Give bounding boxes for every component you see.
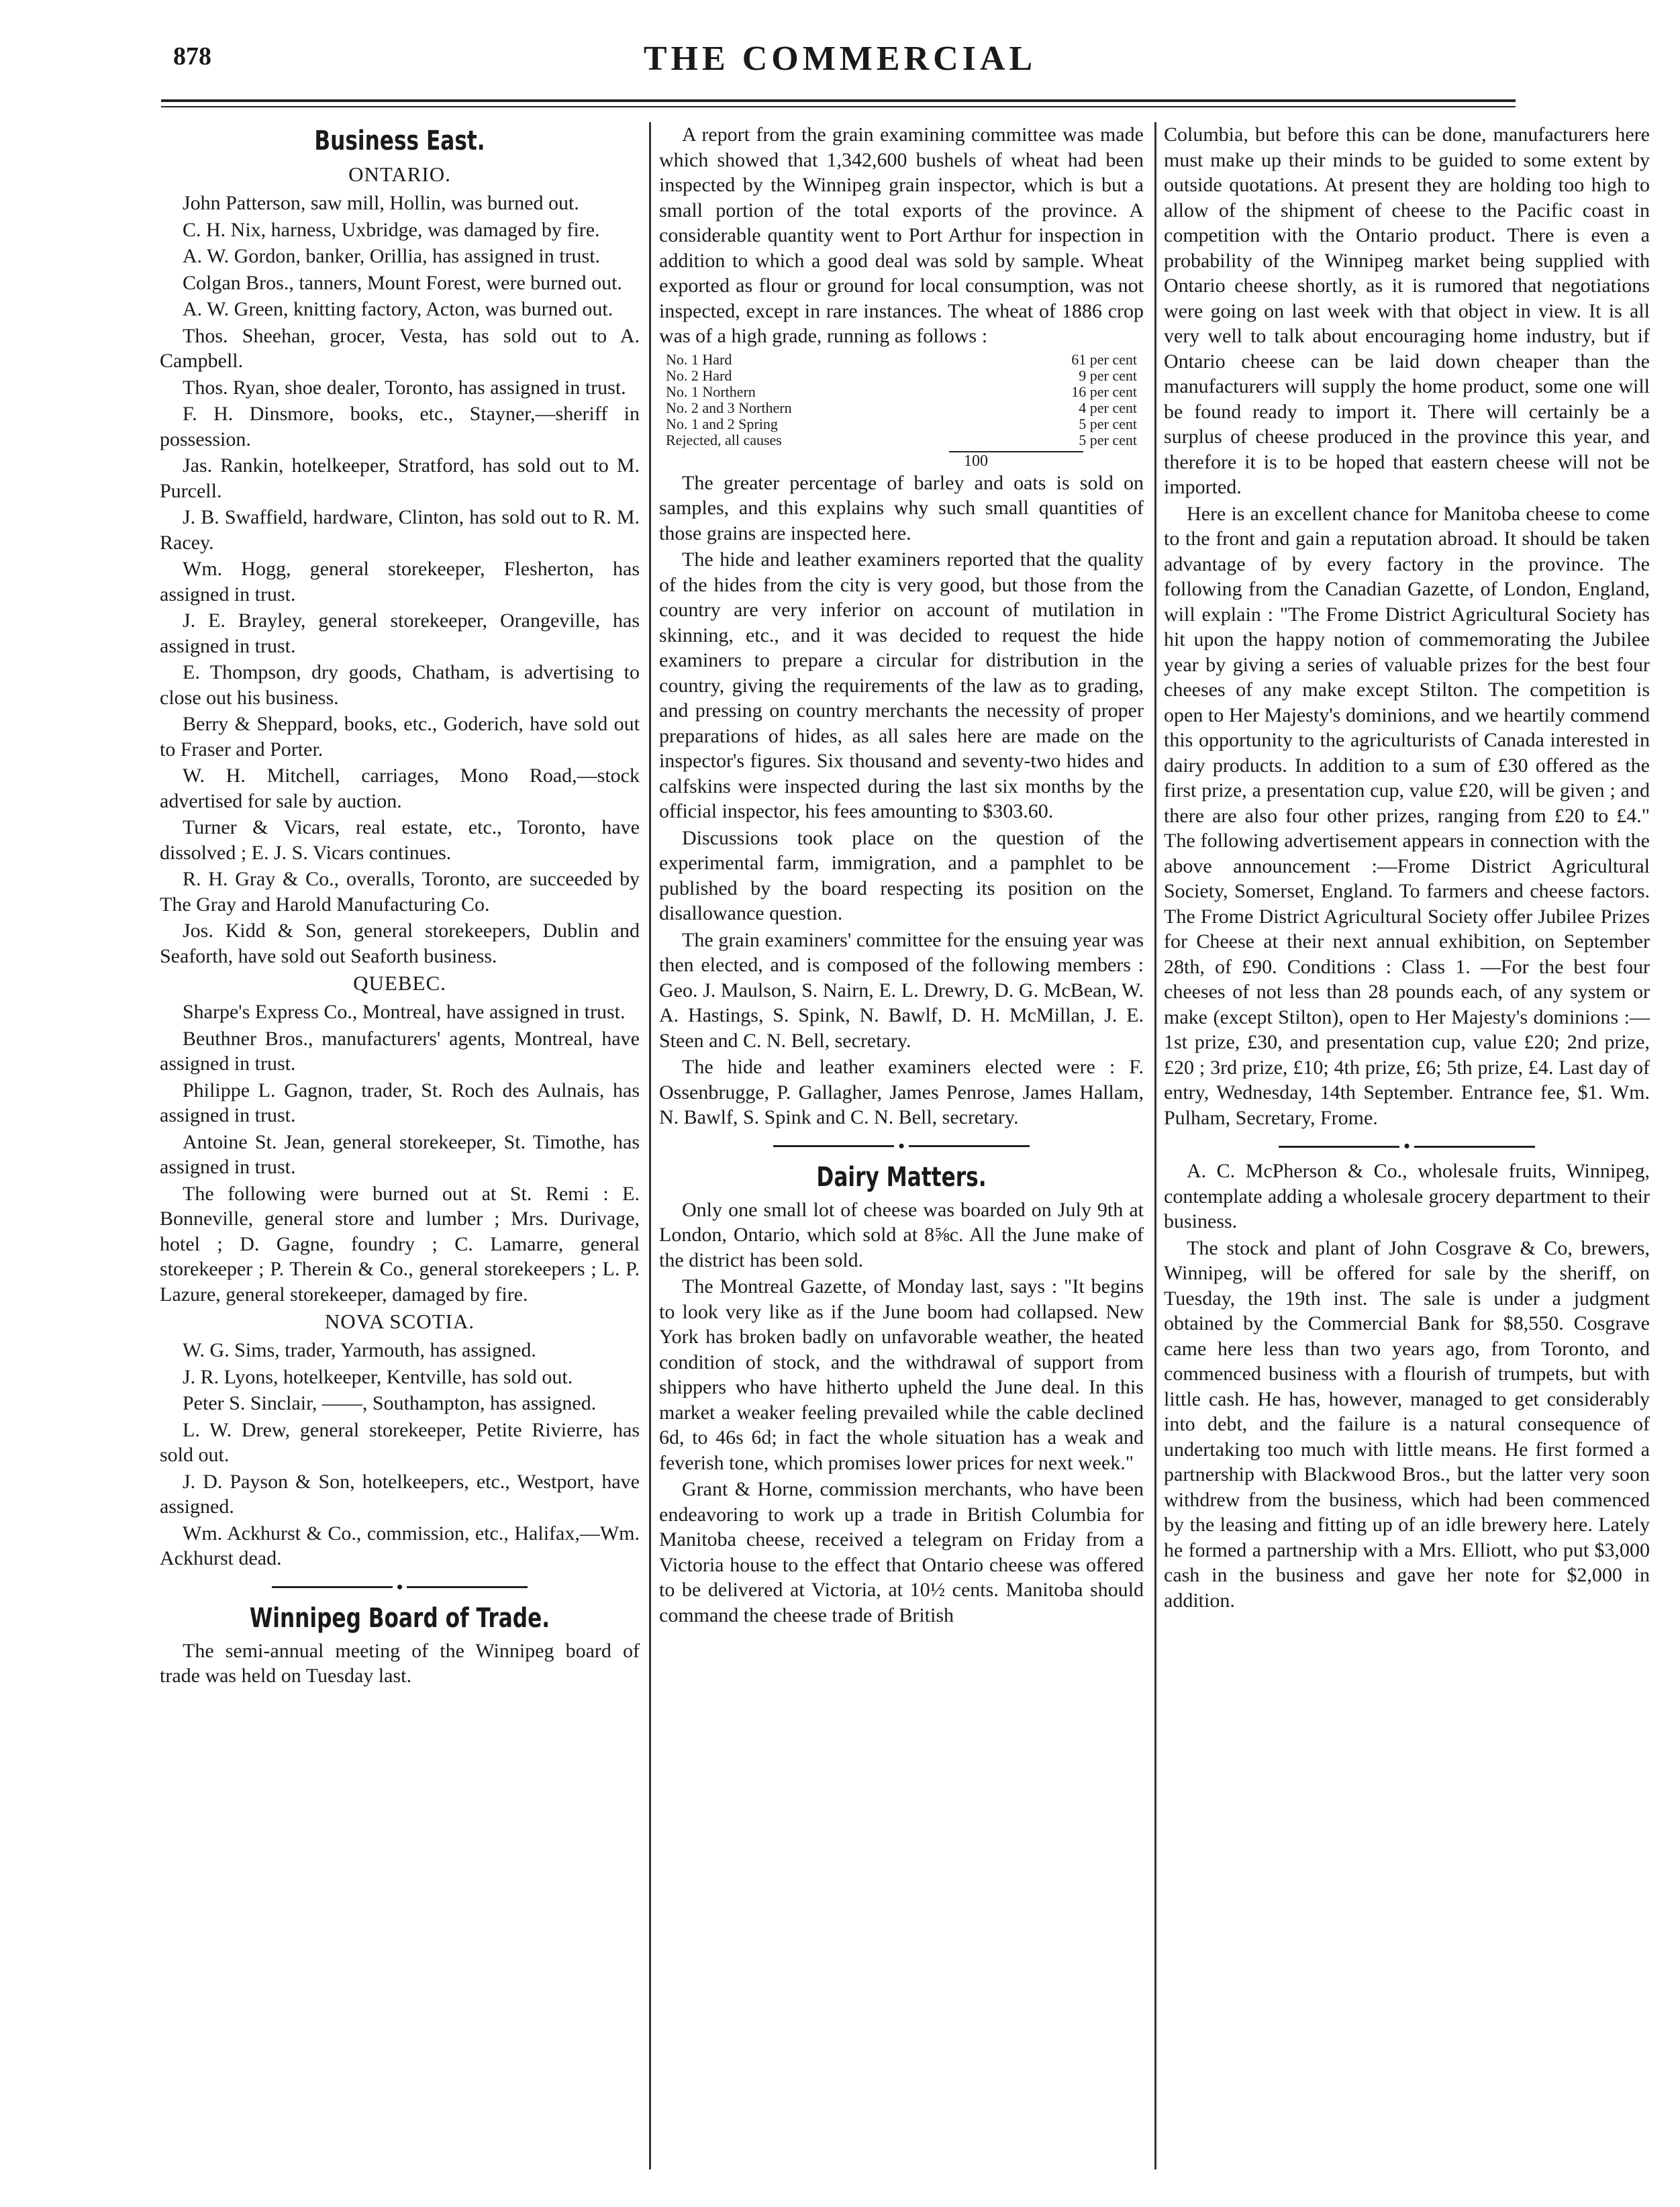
discussions-paragraph: Discussions took place on the question of the experimental farm, immigration, and a pamphlet to be published by the board respecting its position on the disallowance question.: [659, 826, 1144, 924]
wheat-grade-percent: 61 per cent: [1071, 350, 1137, 368]
nova-scotia-list: [160, 1338, 640, 1571]
columbia-continued-paragraph: Columbia, but before this can be done, manufacturers here must make up their minds to be guided to some extent by outside quotations. At present they are holding too high to allow of the shipment of cheese to the Pacific coast in competition with the Ontario product. There is even a probability of the Winnipeg market being supplied with Ontario cheese shortly, as it is rumored that negotiations were going on last week with that object in view. It is all very well to talk about encouraging home industry, but if Ontario cheese can be laid down cheaper than the manufacturers will supply the home product, some one will be found ready to import it. There will certainly be a surplus of cheese produced in the province this year, and therefore it is to be hoped that eastern cheese will not be imported.: [1164, 124, 1650, 498]
cheese-lot-paragraph: Only one small lot of cheese was boarded on July 9th at London, Ontario, which sold at 8⅝c. All the June make of the district has been sold.: [659, 1198, 1144, 1271]
section-separator: •: [659, 1132, 1144, 1159]
notice-item: R. H. Gray & Co., overalls, Toronto, are succeeded by The Gray and Harold Manufacturing Co.: [160, 868, 640, 916]
notice-item: J. D. Payson & Son, hotelkeepers, etc., Westport, have assigned.: [160, 1470, 640, 1518]
notice-item: Wm. Hogg, general storekeeper, Flesherton, has assigned in trust.: [160, 558, 640, 605]
notice-item: Berry & Sheppard, books, etc., Goderich, have sold out to Fraser and Porter.: [160, 713, 640, 761]
notice-item: W. H. Mitchell, carriages, Mono Road,—stock advertised for sale by auction.: [160, 765, 640, 812]
notice-item: Thos. Ryan, shoe dealer, Toronto, has assigned in trust.: [183, 376, 626, 399]
notice-item: Turner & Vicars, real estate, etc., Toronto, have dissolved ; E. J. S. Vicars continues.: [160, 816, 640, 864]
grant-horne-paragraph: Grant & Horne, commission merchants, who have been endeavoring to work up a trade in British Columbia for Manitoba cheese, received a telegram on Friday from a Victoria house to the effect that Ontario cheese was offered to be delivered at Victoria, at 10½ cents. Manitoba should command the cheese trade of British: [659, 1478, 1144, 1626]
wheat-grade-percent: 4 per cent: [1079, 399, 1137, 416]
nova-scotia-label: NOVA SCOTIA.: [324, 1310, 475, 1333]
notice-item: L. W. Drew, general storekeeper, Petite Rivierre, has sold out.: [160, 1418, 640, 1466]
notice-item: C. H. Nix, harness, Uxbridge, was damaged by fire.: [183, 218, 600, 241]
wheat-grade-name: No. 2 Hard: [666, 366, 732, 384]
notice-item: W. G. Sims, trader, Yarmouth, has assigned.: [183, 1339, 536, 1361]
hide-leather-paragraph: The hide and leather examiners reported that the quality of the hides from the city is very good, but those from the country are very inferior on account of mutilation in skinning, etc., and it was decided to request the hide examiners to prepare a circular for distribution in the country, giving the requirements of the law as to grading, and pressing on country merchants the necessity of proper preparations of hides, as all sales here are made on the inspector's figures. Six thousand and seventy-two hides and calfskins were inspected during the last six months by the official inspector, his fees amounting to $303.60.: [659, 548, 1144, 822]
column-divider-1: [649, 122, 651, 2169]
header-rule-top: [161, 99, 1516, 102]
wheat-grade-name: No. 2 and 3 Northern: [666, 399, 792, 416]
notice-item: E. Thompson, dry goods, Chatham, is advertising to close out his business.: [160, 661, 640, 709]
notice-item: Beuthner Bros., manufacturers' agents, Montreal, have assigned in trust.: [160, 1027, 640, 1075]
wheat-grade-percent: 5 per cent: [1079, 431, 1137, 448]
wheat-grade-percent: 5 per cent: [1079, 415, 1137, 432]
notice-item: Jos. Kidd & Son, general storekeepers, Dublin and Seaforth, have sold out Seaforth business.: [160, 920, 640, 967]
cosgrave-paragraph: The stock and plant of John Cosgrave & Co, brewers, Winnipeg, will be offered for sale by the sheriff, on Tuesday, the 19th inst. The sale is under a judgment obtained by the Commercial Bank for $8,550. Cosgrave came here less than two years ago, from Toronto, and commenced business with a flourish of trumpets, but with little cash. He has, however, managed to get considerably into debt, and the failure is a natural consequence of undertaking too much with little means. He first formed a partnership with Blackwood Bros., but the latter very soon withdrew from the business, which had been commenced by the leasing and fitting up of an idle brewery here. Lately he formed a partnership with a Mrs. Elliott, who put $3,000 cash in the business and gave her note for $2,000 in addition.: [1164, 1236, 1650, 1612]
grain-committee-paragraph: The grain examiners' committee for the ensuing year was then elected, and is composed of the following members : Geo. J. Maulson, S. Nairn, E. L. Drewry, D. G. McBean, W. A. Hastings, S. Spink, N. Bawlf, D. H. McMillan, J. E. Steen and C. N. Bell, secretary.: [659, 928, 1144, 1052]
notice-item: J. B. Swaffield, hardware, Clinton, has sold out to R. M. Racey.: [160, 506, 640, 554]
notice-item: John Patterson, saw mill, Hollin, was burned out.: [183, 192, 579, 214]
section-separator: •: [160, 1573, 640, 1600]
notice-item: Thos. Sheehan, grocer, Vesta, has sold out to A. Campbell.: [160, 324, 640, 372]
page-number: 878: [173, 42, 211, 70]
wheat-grade-table: [659, 352, 1144, 448]
wheat-grade-name: No. 1 and 2 Spring: [666, 415, 778, 432]
notice-item: Jas. Rankin, hotelkeeper, Stratford, has sold out to M. Purcell.: [160, 454, 640, 502]
wheat-grade-name: Rejected, all causes: [666, 431, 782, 448]
wheat-grade-name: No. 1 Hard: [666, 350, 732, 368]
ontario-list: [160, 191, 640, 969]
column-3: [1164, 122, 1650, 1614]
column-1: [160, 122, 640, 1690]
dairy-matters-heading: Dairy Matters.: [816, 1161, 987, 1193]
montreal-gazette-paragraph: The Montreal Gazette, of Monday last, says : "It begins to look very like as if the June boom had collapsed. New York has broken badly on unfavorable weather, the heated condition of stock, and the withdrawal of support from shippers who have hitherto upheld the June deal. In this market a weaker feeling prevailed while the cable declined 6d, to 46s 6d; in fact the whole situation has a weak and feverish tone, which promises lower prices for next week.": [659, 1275, 1144, 1474]
column-divider-2: [1154, 122, 1156, 2169]
notice-item: A. W. Green, knitting factory, Acton, was burned out.: [183, 298, 613, 320]
ontario-label: ONTARIO.: [348, 162, 451, 186]
mcpherson-paragraph: A. C. McPherson & Co., wholesale fruits, Winnipeg, contemplate adding a wholesale grocery department to their business.: [1164, 1160, 1650, 1232]
hide-examiners-paragraph: The hide and leather examiners elected were : F. Ossenbrugge, P. Gallagher, James Penrose, James Hallam, N. Bawlf, S. Spink and C. N. Bell, secretary.: [659, 1056, 1144, 1128]
wheat-grade-total: 100: [949, 451, 1083, 471]
wheat-grade-row: [659, 416, 1144, 432]
barley-oats-paragraph: The greater percentage of barley and oats is sold on samples, and this explains why such small quantities of those grains are inspected here.: [659, 471, 1144, 544]
quebec-list: [160, 999, 640, 1307]
grain-report-paragraph: A report from the grain examining committee was made which showed that 1,342,600 bushels of wheat had been inspected by the Winnipeg grain inspector, which is but a small portion of the total exports of the province. A considerable quantity went to Port Arthur for inspection in addition to which a good deal was sold by sample. Wheat exported as flour or ground for local consumption, was not inspected, except in rare instances. The wheat of 1886 crop was of a high grade, running as follows :: [659, 124, 1144, 347]
business-east-heading: Business East.: [314, 126, 485, 156]
masthead-title: THE COMMERCIAL: [643, 40, 1037, 78]
wheat-grade-row: [659, 384, 1144, 400]
notice-item: A. W. Gordon, banker, Orillia, has assigned in trust.: [183, 245, 601, 267]
manitoba-cheese-paragraph: Here is an excellent chance for Manitoba cheese to come to the front and gain a reputation abroad. It should be taken advantage of by every factory in the province. The following from the Canadian Gazette, of London, England, will explain : "The Frome District Agricultural Society has hit upon the happy notion of commemorating the Jubilee year by giving a series of valuable prizes for the best four cheeses of any make except Stilton. The competition is open to Her Majesty's dominions, and we heartily commend this opportunity to the agriculturists of Canada interested in dairy products. In addition to a sum of £30 offered as the first prize, a presentation cup, value £20, will be given ; and there are also four other prizes, ranging from £20 to £4." The following advertisement appears in connection with the above announcement :—Frome District Agricultural Society, Somerset, England. To farmers and cheese factors. The Frome District Agricultural Society offer Jubilee Prizes for Cheese at their next annual exhibition, on September 28th, of £90. Conditions : Class 1. —For the best four cheeses of not less than 28 pounds each, of any system or make (except Stilton), open to Her Majesty's dominions :— 1st prize, £30, and presentation cup, value £20; 2nd prize, £20 ; 3rd prize, £10; 4th prize, £6; 5th prize, £4. Last day of entry, Wednesday, 14th September. Entrance fee, $1. Wm. Pulham, Secretary, Frome.: [1164, 502, 1650, 1129]
notice-item: Wm. Ackhurst & Co., commission, etc., Halifax,—Wm. Ackhurst dead.: [160, 1522, 640, 1569]
notice-item: J. E. Brayley, general storekeeper, Orangeville, has assigned in trust.: [160, 609, 640, 657]
notice-item: The following were burned out at St. Remi : E. Bonneville, general store and lumber ; Mrs. Durivage, hotel ; D. Gagne, foundry ; C. Lamarre, general storekeeper ; P. Therein & Co., general storekeepers ; L. P. Lazure, general storekeeper, damaged by fire.: [160, 1182, 640, 1306]
section-separator: •: [1164, 1132, 1650, 1159]
notice-item: F. H. Dinsmore, books, etc., Stayner,—sheriff in possession.: [160, 403, 640, 450]
notice-item: J. R. Lyons, hotelkeeper, Kentville, has sold out.: [183, 1365, 573, 1388]
wheat-grade-row: [659, 400, 1144, 416]
quebec-label: QUEBEC.: [353, 971, 446, 995]
winnipeg-intro: The semi-annual meeting of the Winnipeg board of trade was held on Tuesday last.: [160, 1639, 640, 1687]
wheat-grade-row: [659, 352, 1144, 368]
wheat-grade-percent: 16 per cent: [1071, 383, 1137, 400]
header-rule-bottom: [161, 106, 1516, 107]
wheat-grade-name: No. 1 Northern: [666, 383, 756, 400]
notice-item: Philippe L. Gagnon, trader, St. Roch des Aulnais, has assigned in trust.: [160, 1079, 640, 1126]
notice-item: Colgan Bros., tanners, Mount Forest, were burned out.: [183, 271, 622, 294]
wheat-grade-percent: 9 per cent: [1079, 366, 1137, 384]
wheat-grade-row: [659, 368, 1144, 384]
notice-item: Antoine St. Jean, general storekeeper, St. Timothe, has assigned in trust.: [160, 1130, 640, 1178]
winnipeg-board-heading: Winnipeg Board of Trade.: [249, 1602, 550, 1634]
notice-item: Peter S. Sinclair, ——, Southampton, has assigned.: [183, 1392, 597, 1414]
notice-item: Sharpe's Express Co., Montreal, have assigned in trust.: [183, 1001, 626, 1023]
wheat-grade-row: [659, 432, 1144, 448]
column-2: [659, 122, 1144, 1629]
